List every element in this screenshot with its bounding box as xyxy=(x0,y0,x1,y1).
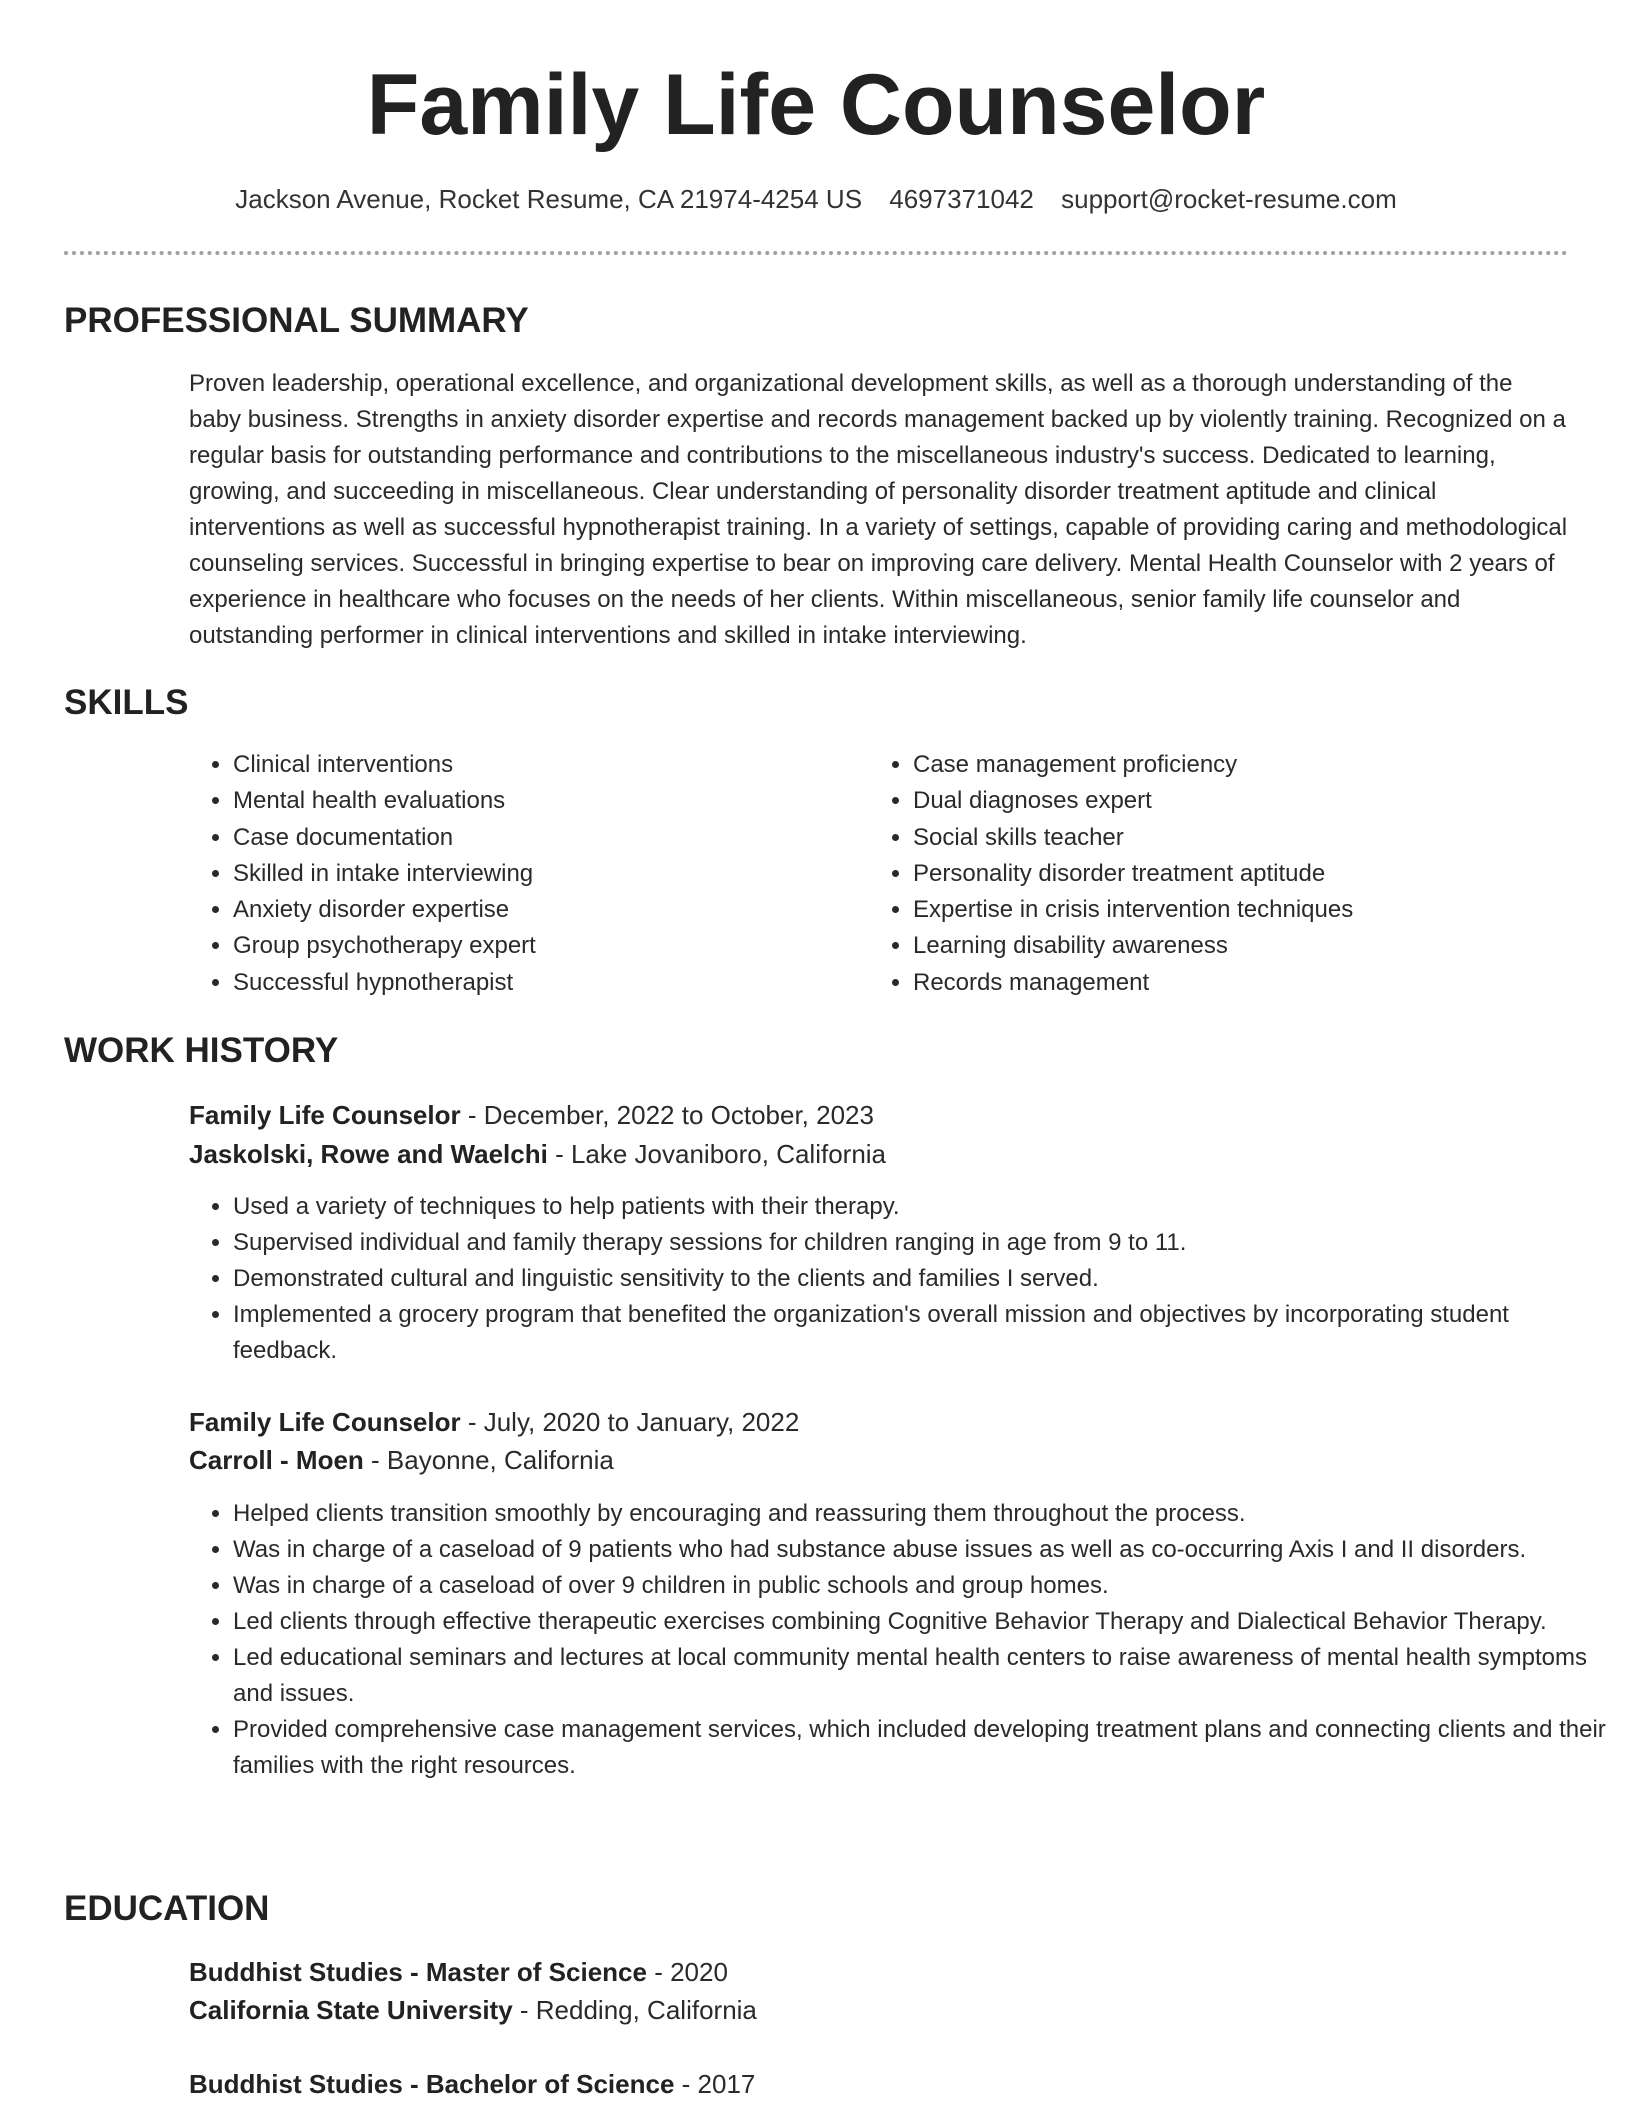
duty-item: • Led clients through effective therapeutic exercises combining Cognitive Behavior Therapy and Dialectical Behavior Therapy. xyxy=(233,1604,1613,1640)
education-year: - 2017 xyxy=(674,2069,756,2099)
job-company-line xyxy=(189,1136,886,1172)
skills-heading: SKILLS xyxy=(64,683,189,722)
work-heading: WORK HISTORY xyxy=(64,1031,339,1070)
duty-item: • Supervised individual and family therapy sessions for children ranging in age from 9 to 11. xyxy=(233,1225,1613,1261)
education-degree: Buddhist Studies - Master of Science xyxy=(189,1957,647,1987)
education-school-line xyxy=(189,1992,757,2028)
skill-item: • Case documentation xyxy=(233,820,833,856)
candidate-name: Family Life Counselor xyxy=(366,57,1266,153)
skill-item: • Learning disability awareness xyxy=(913,928,1573,964)
job-company-line xyxy=(189,1442,614,1478)
duty-item: • Demonstrated cultural and linguistic sensitivity to the clients and families I served. xyxy=(233,1261,1613,1297)
skill-item: • Anxiety disorder expertise xyxy=(233,892,833,928)
duty-item: • Helped clients transition smoothly by encouraging and reassuring them throughout the process. xyxy=(233,1496,1613,1532)
job-role: Family Life Counselor xyxy=(189,1407,461,1437)
education-degree-line xyxy=(189,1954,728,1990)
summary-heading: PROFESSIONAL SUMMARY xyxy=(64,301,529,340)
contact-email: support@rocket-resume.com xyxy=(1061,184,1397,214)
education-heading: EDUCATION xyxy=(64,1889,270,1928)
skill-item: • Dual diagnoses expert xyxy=(913,783,1573,819)
job-location: - Lake Jovaniboro, California xyxy=(547,1139,887,1169)
job-dates: - July, 2020 to January, 2022 xyxy=(460,1407,800,1437)
skill-item: • Successful hypnotherapist xyxy=(233,965,833,1001)
duty-item: • Led educational seminars and lectures at local community mental health centers to raise awareness of mental health symptoms and issues. xyxy=(233,1640,1613,1712)
education-year: - 2020 xyxy=(646,1957,728,1987)
duty-item: • Was in charge of a caseload of 9 patients who had substance abuse issues as well as co-occurring Axis I and II disorders. xyxy=(233,1532,1613,1568)
job-duties-list xyxy=(189,1496,1613,1784)
job-dates: - December, 2022 to October, 2023 xyxy=(460,1100,874,1130)
contact-line xyxy=(0,182,1632,216)
skill-item: • Records management xyxy=(913,965,1573,1001)
duty-item: • Used a variety of techniques to help patients with their therapy. xyxy=(233,1189,1613,1225)
education-location: - Redding, California xyxy=(512,1995,757,2025)
skill-item: • Skilled in intake interviewing xyxy=(233,856,833,892)
job-location: - Bayonne, California xyxy=(363,1445,614,1475)
skill-item: • Case management proficiency xyxy=(913,747,1573,783)
education-degree-line xyxy=(189,2066,755,2102)
contact-phone: 4697371042 xyxy=(889,184,1034,214)
duty-item: • Was in charge of a caseload of over 9 children in public schools and group homes. xyxy=(233,1568,1613,1604)
job-title-line xyxy=(189,1097,874,1133)
skill-item: • Group psychotherapy expert xyxy=(233,928,833,964)
skill-item: • Personality disorder treatment aptitude xyxy=(913,856,1573,892)
contact-address: Jackson Avenue, Rocket Resume, CA 21974-4254 US xyxy=(235,184,863,214)
job-role: Family Life Counselor xyxy=(189,1100,461,1130)
job-company: Jaskolski, Rowe and Waelchi xyxy=(189,1139,548,1169)
job-title-line xyxy=(189,1404,799,1440)
duty-item: • Implemented a grocery program that benefited the organization's overall mission and objectives by incorporating student feedback. xyxy=(233,1297,1613,1369)
skill-item: • Social skills teacher xyxy=(913,820,1573,856)
summary-text: Proven leadership, operational excellence, and organizational development skills, as well as a thorough understanding of the baby business. Strengths in anxiety disorder expertise and records management backed up by violently training. Recognized on a regular basis for outstanding performance and contributions to the miscellaneous industry's success. Dedicated to learning, growing, and succeeding in miscellaneous. Clear understanding of personality disorder treatment aptitude and clinical interventions as well as successful hypnotherapist training. In a variety of settings, capable of providing caring and methodological counseling services. Successful in bringing expertise to bear on improving care delivery. Mental Health Counselor with 2 years of experience in healthcare who focuses on the needs of her clients. Within miscellaneous, senior family life counselor and outstanding performer in clinical interventions and skilled in intake interviewing. xyxy=(189,370,1568,649)
job-company: Carroll - Moen xyxy=(189,1445,364,1475)
skills-list-right xyxy=(869,747,1573,1001)
duty-item: • Provided comprehensive case management services, which included developing treatment plans and connecting clients and their families with the right resources. xyxy=(233,1712,1613,1784)
header-divider xyxy=(64,251,1568,255)
job-duties-list xyxy=(189,1189,1613,1369)
skills-list-left xyxy=(189,747,833,1001)
education-degree: Buddhist Studies - Bachelor of Science xyxy=(189,2069,675,2099)
skill-item: • Expertise in crisis intervention techniques xyxy=(913,892,1573,928)
skill-item: • Mental health evaluations xyxy=(233,783,833,819)
education-school: California State University xyxy=(189,1995,513,2025)
skill-item: • Clinical interventions xyxy=(233,747,833,783)
